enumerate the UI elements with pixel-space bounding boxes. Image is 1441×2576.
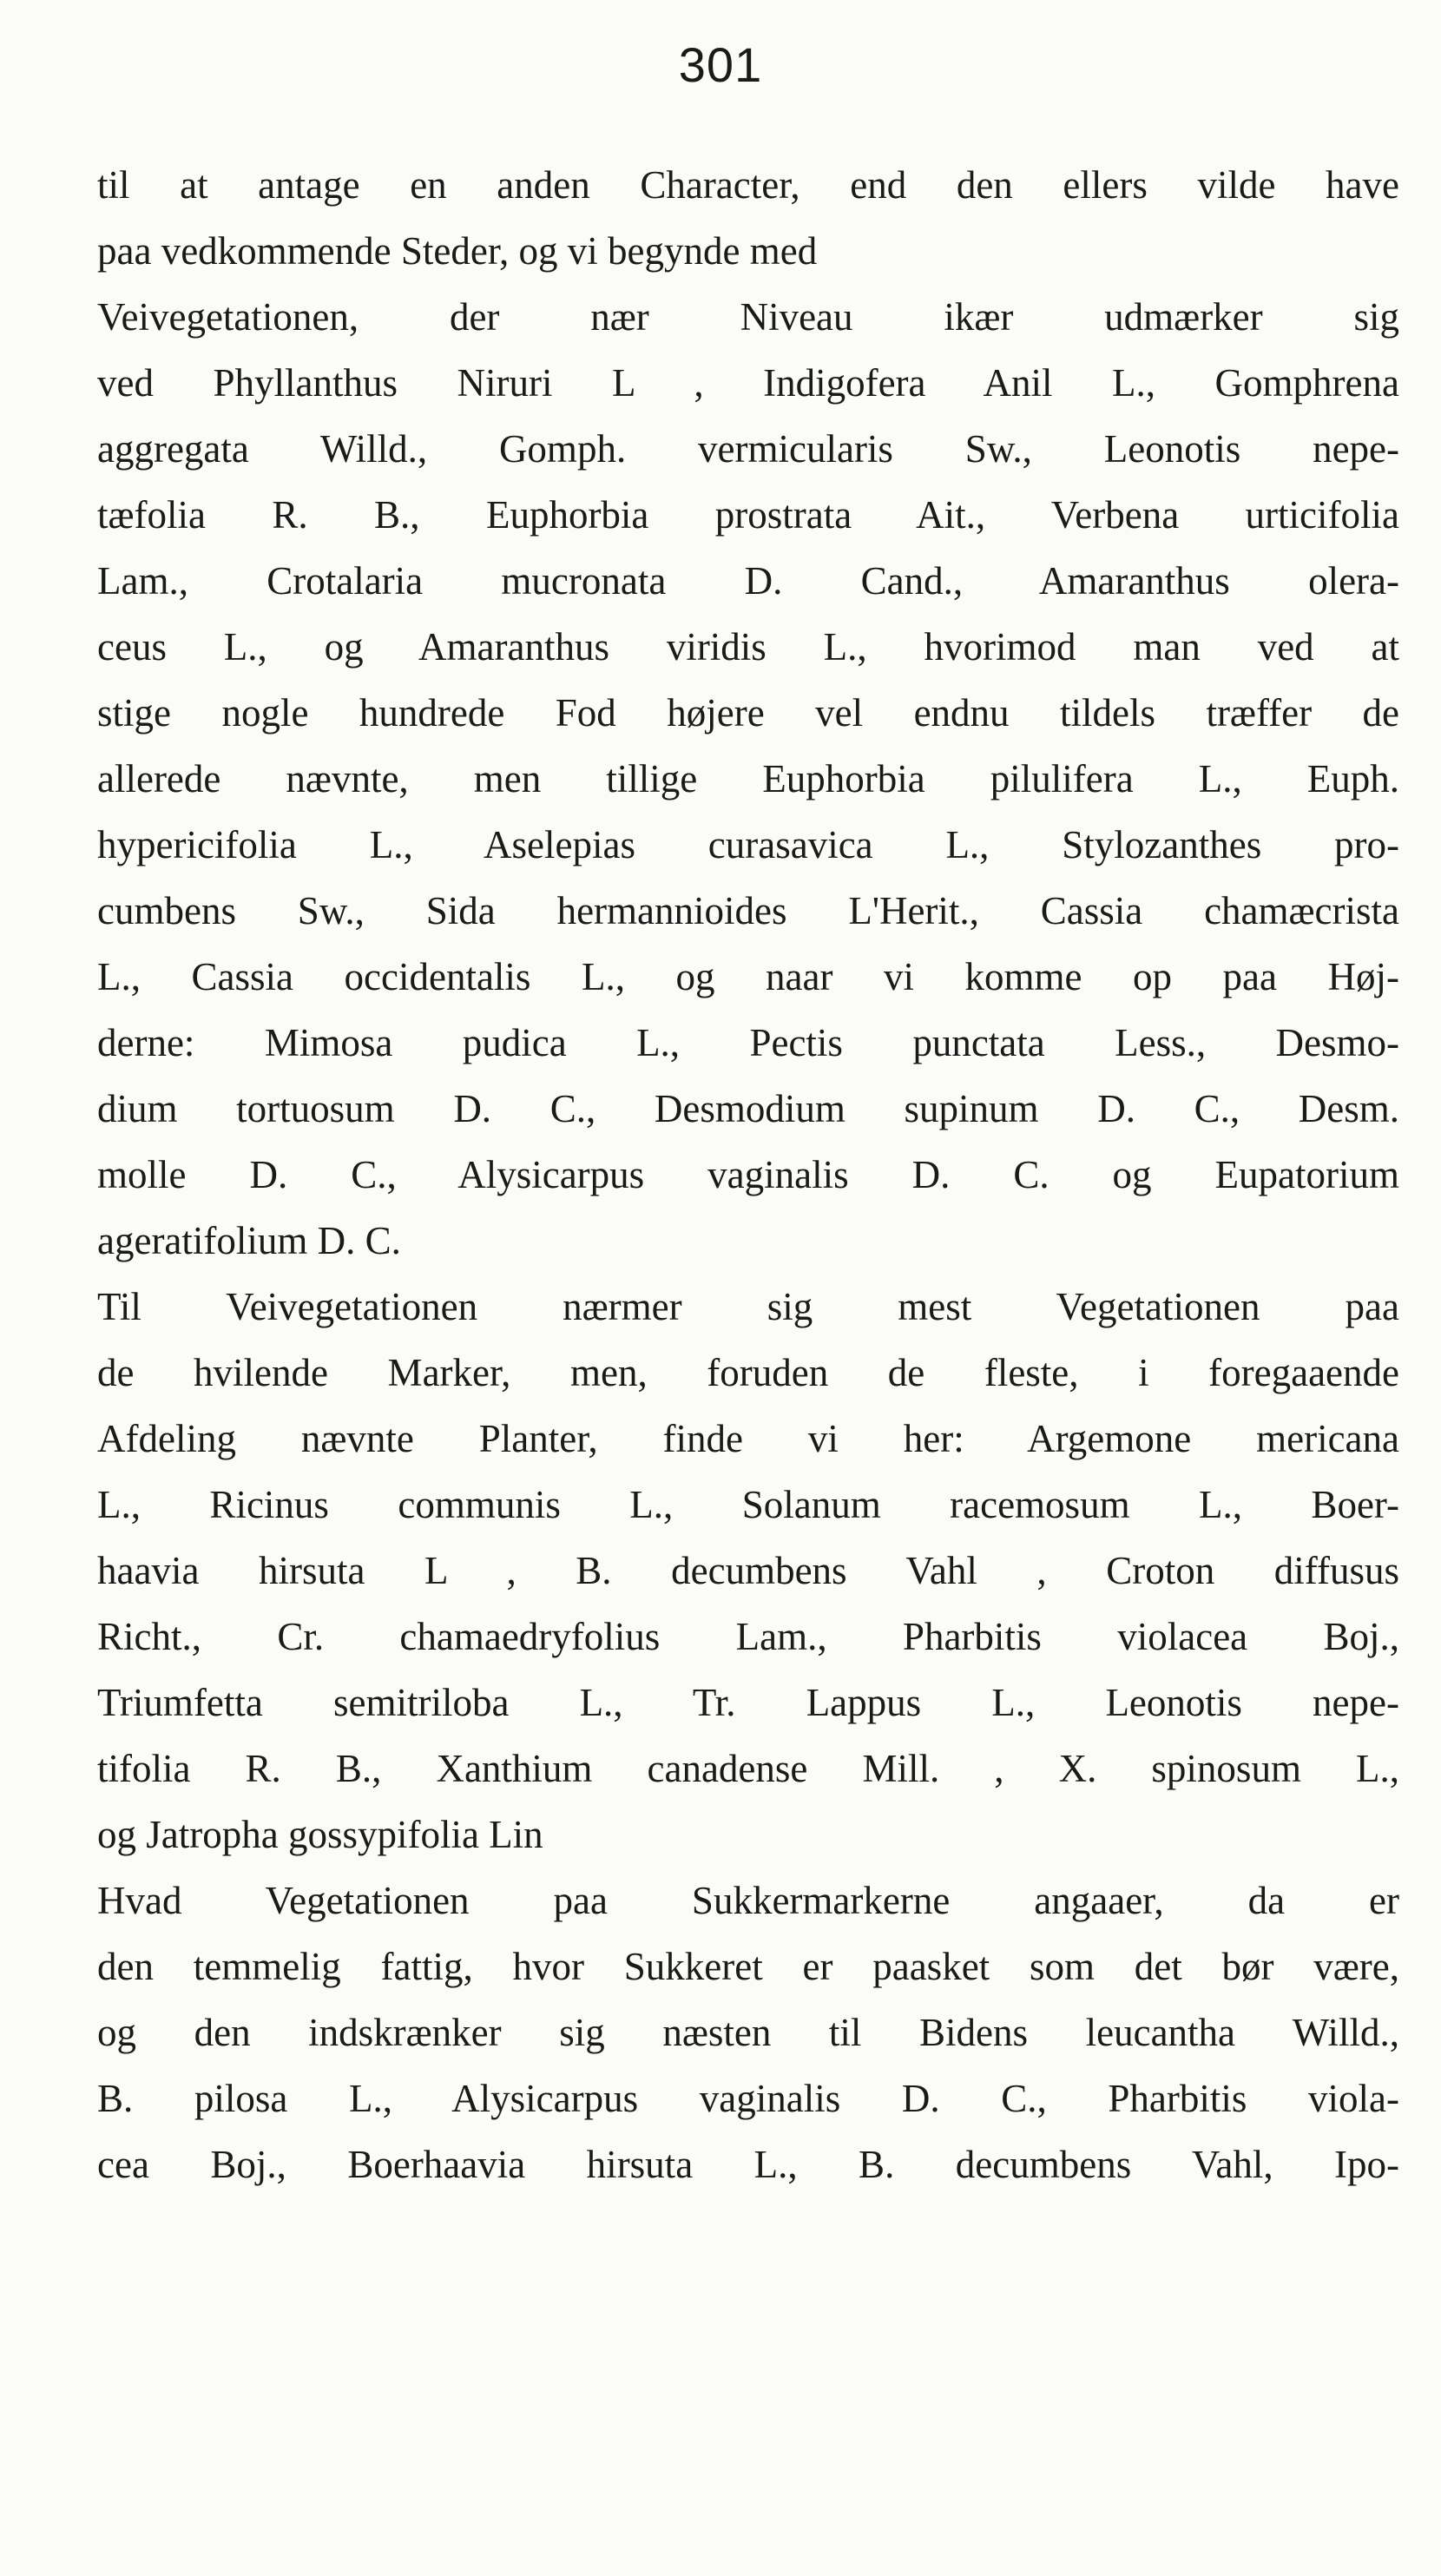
text-line: allerede nævnte, men tillige Euphorbia pilulifera L., Euph. — [97, 757, 1399, 800]
text-line: Richt., Cr. chamaedryfolius Lam., Pharbitis violacea Boj., — [97, 1615, 1399, 1658]
text-line: hypericifolia L., Aselepias curasavica L., Stylozanthes pro- — [97, 823, 1399, 866]
text-line: Til Veivegetationen nærmer sig mest Vegetationen paa — [97, 1285, 1399, 1328]
text-line: ved Phyllanthus Niruri L , Indigofera Anil L., Gomphrena — [97, 361, 1399, 405]
text-line: cumbens Sw., Sida hermannioides L'Herit., Cassia chamæcrista — [97, 889, 1399, 932]
text-line: L., Ricinus communis L., Solanum racemosum L., Boer- — [97, 1483, 1399, 1526]
text-line: Lam., Crotalaria mucronata D. Cand., Amaranthus olera- — [97, 559, 1399, 603]
text-line: Triumfetta semitriloba L., Tr. Lappus L., Leonotis nepe- — [97, 1681, 1399, 1724]
text-line: haavia hirsuta L , B. decumbens Vahl , Croton diffusus — [97, 1549, 1399, 1592]
text-line: de hvilende Marker, men, foruden de fleste, i foregaaende — [97, 1351, 1399, 1394]
text-line: Veivegetationen, der nær Niveau ikær udmærker sig — [97, 295, 1399, 339]
text-line: tifolia R. B., Xanthium canadense Mill. , X. spinosum L., — [97, 1747, 1399, 1790]
text-line: Afdeling nævnte Planter, finde vi her: Argemone mericana — [97, 1417, 1399, 1460]
text-line: ceus L., og Amaranthus viridis L., hvorimod man ved at — [97, 625, 1399, 669]
text-line: tæfolia R. B., Euphorbia prostrata Ait., Verbena urticifolia — [97, 493, 1399, 537]
text-line: molle D. C., Alysicarpus vaginalis D. C. og Eupatorium — [97, 1153, 1399, 1196]
text-line: og den indskrænker sig næsten til Bidens leucantha Willd., — [97, 2011, 1399, 2054]
text-line: Hvad Vegetationen paa Sukkermarkerne angaaer, da er — [97, 1879, 1399, 1922]
text-line: L., Cassia occidentalis L., og naar vi komme op paa Høj- — [97, 955, 1399, 998]
text-line: dium tortuosum D. C., Desmodium supinum D. C., Desm. — [97, 1087, 1399, 1130]
text-line: paa vedkommende Steder, og vi begynde med — [97, 229, 818, 273]
text-line: ageratifolium D. C. — [97, 1219, 401, 1262]
text-line: den temmelig fattig, hvor Sukkeret er paasket som det bør være, — [97, 1945, 1399, 1988]
text-line: og Jatropha gossypifolia Lin — [97, 1813, 543, 1856]
text-line: til at antage en anden Character, end den ellers vilde have — [97, 163, 1399, 207]
text-line: B. pilosa L., Alysicarpus vaginalis D. C., Pharbitis viola- — [97, 2077, 1399, 2120]
page-number: 301 — [678, 37, 763, 92]
text-line: aggregata Willd., Gomph. vermicularis Sw., Leonotis nepe- — [97, 427, 1399, 471]
text-line: stige nogle hundrede Fod højere vel endnu tildels træffer de — [97, 691, 1399, 735]
text-line: derne: Mimosa pudica L., Pectis punctata Less., Desmo- — [97, 1021, 1399, 1064]
text-line: cea Boj., Boerhaavia hirsuta L., B. decumbens Vahl, Ipo- — [97, 2143, 1399, 2186]
